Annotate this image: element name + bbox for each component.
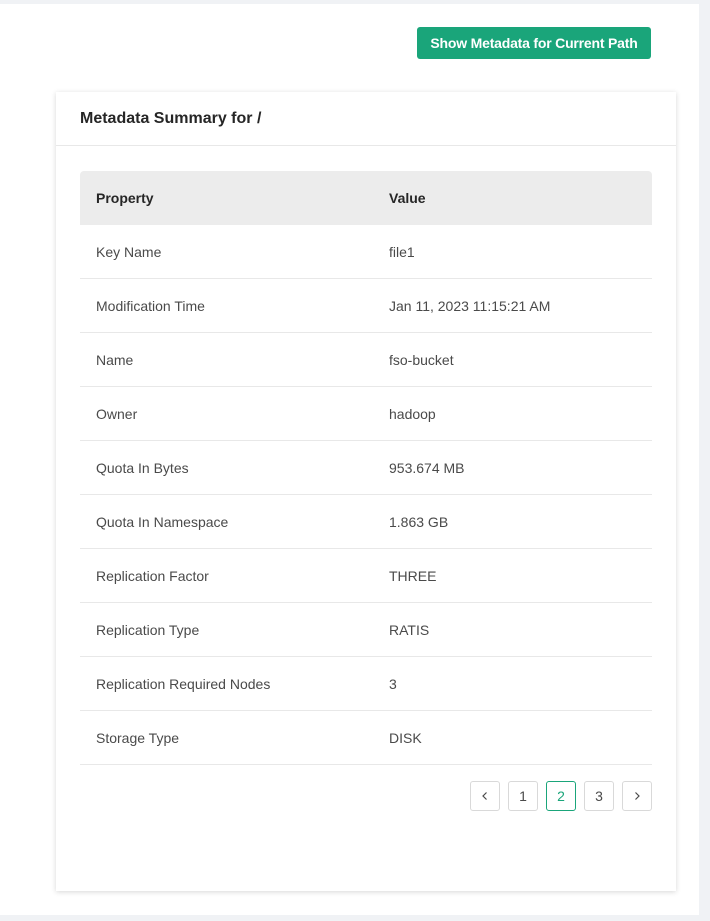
property-cell: Key Name [80, 225, 373, 279]
page-content [0, 4, 699, 915]
value-cell: fso-bucket [373, 333, 652, 387]
property-cell: Owner [80, 387, 373, 441]
value-cell: Jan 11, 2023 11:15:21 AM [373, 279, 652, 333]
pagination-prev-button[interactable] [470, 781, 500, 811]
value-cell: DISK [373, 711, 652, 765]
pagination-page-3[interactable]: 3 [584, 781, 614, 811]
card-header [56, 92, 676, 146]
chevron-left-icon [480, 791, 490, 801]
value-cell: 953.674 MB [373, 441, 652, 495]
pagination-page-1[interactable]: 1 [508, 781, 538, 811]
pagination [470, 781, 652, 811]
pagination-next-button[interactable] [622, 781, 652, 811]
value-cell: hadoop [373, 387, 652, 441]
card-title: Metadata Summary for / [80, 109, 262, 127]
property-cell: Replication Factor [80, 549, 373, 603]
property-cell: Replication Type [80, 603, 373, 657]
table-row [80, 495, 652, 549]
table-row [80, 711, 652, 765]
value-cell: RATIS [373, 603, 652, 657]
table-row [80, 387, 652, 441]
table-row [80, 603, 652, 657]
value-cell: 3 [373, 657, 652, 711]
property-cell: Replication Required Nodes [80, 657, 373, 711]
value-cell: THREE [373, 549, 652, 603]
pagination-page-2[interactable]: 2 [546, 781, 576, 811]
table-row [80, 225, 652, 279]
table-header-row [80, 171, 652, 225]
property-cell: Name [80, 333, 373, 387]
metadata-summary-card [56, 92, 676, 891]
metadata-table-wrapper [80, 171, 652, 765]
show-metadata-button[interactable]: Show Metadata for Current Path [417, 27, 651, 59]
table-row [80, 657, 652, 711]
table-row [80, 441, 652, 495]
column-header-property: Property [80, 171, 373, 225]
property-cell: Quota In Namespace [80, 495, 373, 549]
value-cell: 1.863 GB [373, 495, 652, 549]
table-row [80, 549, 652, 603]
chevron-right-icon [632, 791, 642, 801]
table-row [80, 333, 652, 387]
property-cell: Quota In Bytes [80, 441, 373, 495]
property-cell: Modification Time [80, 279, 373, 333]
metadata-table [80, 171, 652, 765]
table-row [80, 279, 652, 333]
property-cell: Storage Type [80, 711, 373, 765]
value-cell: file1 [373, 225, 652, 279]
column-header-value: Value [373, 171, 652, 225]
